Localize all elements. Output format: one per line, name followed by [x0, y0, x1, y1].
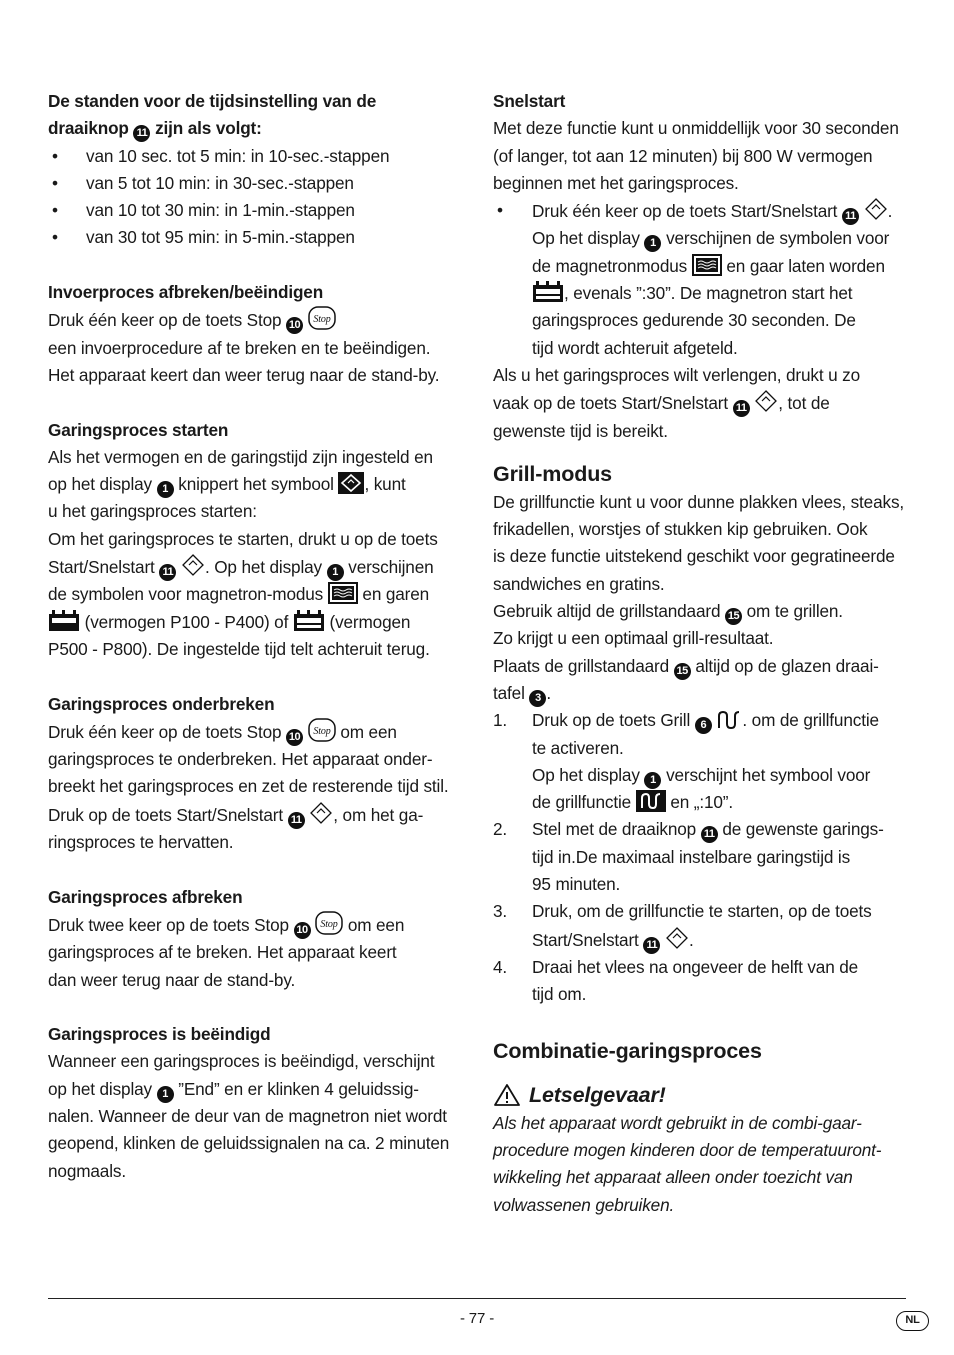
cooking-finished-heading: Garingsproces is beëindigd — [48, 1024, 271, 1045]
start-quickstart-icon — [665, 926, 689, 950]
paragraph: Plaats de grillstandaard 15 altijd op de glazen draai- — [493, 653, 908, 680]
svg-text:Stop: Stop — [313, 725, 331, 737]
grill-icon — [716, 710, 742, 730]
grill-display-icon — [636, 790, 666, 812]
paragraph: Druk één keer op de toets Stop 10 Stop — [48, 306, 464, 334]
footer-divider — [48, 1298, 906, 1299]
right-column — [493, 88, 908, 1219]
paragraph: is deze functie uitstekend geschikt voor gegratineerde — [493, 546, 895, 567]
list-item: 2. Stel met de draaiknop 11 de gewenste garings- tijd in.De maximaal instelbare garingstijd is 95 minuten. — [493, 819, 884, 895]
paragraph: een invoerprocedure af te breken en te beëindigen. — [48, 337, 431, 358]
paragraph: procedure mogen kinderen door de temperatuuront- — [493, 1140, 882, 1161]
ref-11-badge: 11 — [701, 826, 718, 843]
page-number: - 77 - — [459, 1310, 495, 1327]
paragraph: Als het apparaat wordt gebruikt in de combi-gaar- — [493, 1112, 862, 1133]
quickstart-list — [493, 197, 908, 362]
paragraph: u het garingsproces starten: — [48, 501, 257, 522]
stop-icon — [315, 911, 343, 935]
cook-power-low-icon — [48, 610, 80, 632]
paragraph: wikkeling het apparaat alleen onder toezicht van — [493, 1167, 853, 1188]
svg-text:Stop: Stop — [320, 918, 338, 930]
paragraph: frikadellen, worstjes of stukken kip gebruiken. Ook — [493, 519, 868, 540]
ref-6-badge: 6 — [695, 717, 712, 734]
left-column — [48, 88, 464, 1185]
time-settings-heading: De standen voor de tijdsinstelling van de draaiknop 11 zijn als volgt: — [48, 88, 464, 143]
paragraph: gewenste tijd is bereikt. — [493, 420, 668, 441]
list-item: • van 10 tot 30 min: in 1-min.-stappen — [48, 197, 464, 224]
start-quickstart-icon — [309, 801, 333, 825]
stop-icon — [308, 306, 336, 330]
quickstart-heading: Snelstart — [493, 91, 566, 111]
ref-11-badge: 11 — [643, 937, 660, 954]
paragraph: Om het garingsproces te starten, drukt u op de toets — [48, 528, 438, 549]
paragraph: De grillfunctie kunt u voor dunne plakken vlees, steaks, — [493, 491, 905, 512]
paragraph: de symbolen voor magnetron-modus en garen — [48, 584, 430, 605]
grill-mode-heading: Grill-modus — [493, 461, 612, 486]
combi-cooking-heading: Combinatie-garingsproces — [493, 1038, 762, 1063]
paragraph: (of langer, tot aan 12 minuten) bij 800 W vermogen — [493, 145, 873, 166]
injury-warning-heading: Letselgevaar! — [493, 1080, 908, 1110]
ref-11-badge: 11 — [733, 400, 750, 417]
paragraph: Gebruik altijd de grillstandaard 15 om te grillen. — [493, 598, 908, 625]
microwave-mode-icon — [692, 254, 722, 276]
microwave-mode-icon — [328, 582, 358, 604]
paragraph: Zo krijgt u een optimaal grill-resultaat. — [493, 628, 774, 649]
start-quickstart-icon — [754, 389, 778, 413]
ref-1-badge: 1 — [644, 772, 661, 789]
ref-10-badge: 10 — [294, 922, 311, 939]
paragraph: Het apparaat keert dan weer terug naar de stand-by. — [48, 364, 440, 385]
paragraph: garingsproces te onderbreken. Het apparaat onder- — [48, 749, 433, 770]
list-item: 3. Druk, om de grillfunctie te starten, op de toets Start/Snelstart 11 . — [493, 898, 908, 954]
list-item: 1. Druk op de toets Grill 6 . om de grillfunctie te activeren. Op het display 1 verschijnt het symbool voor de grillfunctie en „:10”. — [493, 710, 879, 813]
paragraph: (vermogen P100 - P400) of (vermogen — [48, 609, 464, 636]
ref-1-badge: 1 — [644, 235, 661, 252]
ref-1-badge: 1 — [157, 1086, 174, 1103]
ref-1-badge: 1 — [157, 481, 174, 498]
ref-10-badge: 10 — [286, 729, 303, 746]
cook-power-high-icon — [293, 610, 325, 632]
paragraph: Druk één keer op de toets Stop 10 Stop om een — [48, 718, 464, 746]
paragraph: Wanneer een garingsproces is beëindigd, verschijnt — [48, 1051, 435, 1072]
list-item: • Druk één keer op de toets Start/Snelstart 11 . Op het display 1 verschijnen de symbolen voor de magnetronmodus en gaar laten worden , evenals ”:30”. De magnetron start het garingsproces gedurende 30 seconden. De tijd wordt achteruit afgeteld. — [493, 197, 908, 362]
ref-15-badge: 15 — [725, 608, 742, 625]
paragraph: nogmaals. — [48, 1160, 126, 1181]
paragraph: Start/Snelstart 11 . Op het display 1 verschijnen — [48, 553, 464, 581]
paragraph: Als het vermogen en de garingstijd zijn ingesteld en — [48, 446, 433, 467]
ref-11-badge: 11 — [288, 812, 305, 829]
ref-15-badge: 15 — [674, 663, 691, 680]
ref-1-badge: 1 — [327, 564, 344, 581]
paragraph: geopend, klinken de geluidssignalen na ca. 2 minuten — [48, 1133, 450, 1154]
stop-icon — [308, 718, 336, 742]
paragraph: Met deze functie kunt u onmiddellijk voor 30 seconden — [493, 118, 899, 139]
list-item: • van 10 sec. tot 5 min: in 10-sec.-stappen — [48, 143, 464, 170]
warning-icon — [493, 1083, 521, 1107]
paragraph: Druk op de toets Start/Snelstart 11 , om het ga- — [48, 801, 464, 829]
start-quickstart-icon — [181, 553, 205, 577]
svg-text:Stop: Stop — [313, 314, 331, 326]
list-item: • van 5 tot 10 min: in 30-sec.-stappen — [48, 170, 464, 197]
paragraph: garingsproces af te breken. Het apparaat keert — [48, 942, 397, 963]
list-item: • van 30 tot 95 min: in 5-min.-stappen — [48, 224, 464, 251]
abort-input-heading: Invoerproces afbreken/beëindigen — [48, 282, 324, 303]
list-item: 4. Draai het vlees na ongeveer de helft van de tijd om. — [493, 956, 859, 1005]
paragraph: vaak op de toets Start/Snelstart 11 , tot de — [493, 389, 908, 417]
paragraph: op het display 1 knippert het symbool , kunt — [48, 471, 464, 498]
paragraph: volwassenen gebruiken. — [493, 1194, 675, 1215]
ref-11-badge: 11 — [842, 208, 859, 225]
ref-11-badge: 11 — [159, 564, 176, 581]
start-cooking-heading: Garingsproces starten — [48, 419, 229, 440]
cook-power-high-icon — [532, 281, 564, 303]
cancel-cooking-heading: Garingsproces afbreken — [48, 886, 243, 907]
pause-cooking-heading: Garingsproces onderbreken — [48, 693, 275, 714]
ref-11-badge: 11 — [133, 125, 150, 142]
paragraph: Als u het garingsproces wilt verlengen, drukt u zo — [493, 364, 860, 385]
paragraph: breekt het garingsproces en zet de resterende tijd stil. — [48, 776, 449, 797]
paragraph: ringsproces te hervatten. — [48, 832, 234, 853]
paragraph: op het display 1 ”End” en er klinken 4 geluidssig- — [48, 1076, 464, 1103]
paragraph: nalen. Wanneer de deur van de magnetron niet wordt — [48, 1105, 447, 1126]
time-steps-list — [48, 143, 464, 252]
paragraph: tafel 3 . — [493, 680, 908, 707]
paragraph: beginnen met het garingsproces. — [493, 172, 739, 193]
paragraph: Druk twee keer op de toets Stop 10 Stop om een — [48, 911, 464, 939]
start-quickstart-icon — [864, 197, 888, 221]
paragraph: sandwiches en gratins. — [493, 573, 665, 594]
start-diamond-box-icon — [338, 472, 364, 494]
paragraph: P500 - P800). De ingestelde tijd telt achteruit terug. — [48, 638, 430, 659]
language-badge: NL — [896, 1311, 929, 1331]
ref-10-badge: 10 — [286, 317, 303, 334]
ref-3-badge: 3 — [529, 690, 546, 707]
paragraph: dan weer terug naar de stand-by. — [48, 969, 296, 990]
grill-steps-list — [493, 707, 908, 1008]
